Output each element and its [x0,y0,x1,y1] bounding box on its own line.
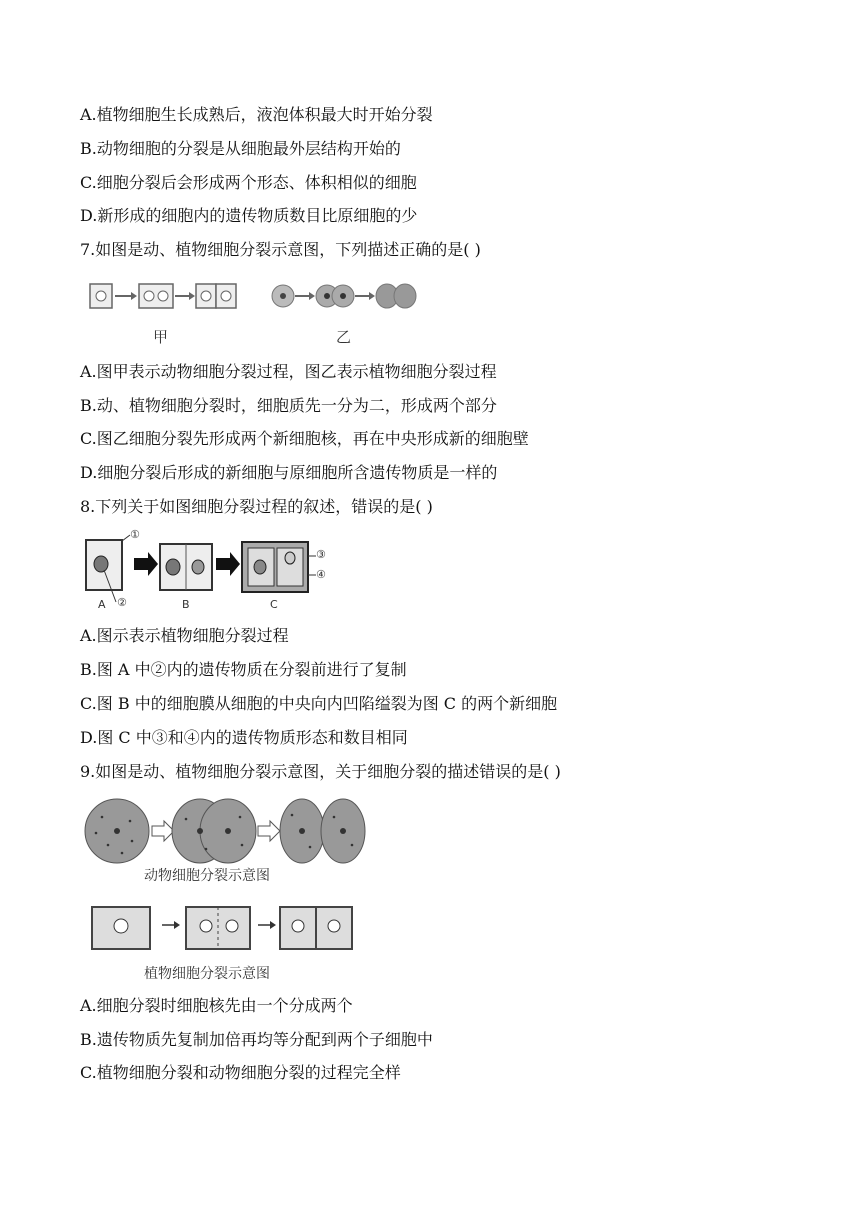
q6-option-b: B.动物细胞的分裂是从细胞最外层结构开始的 [80,139,401,158]
q7-plant-cell-2 [139,284,173,308]
q8-label-1: ① [130,528,140,541]
q7-diagram [85,278,425,318]
q7-plant-cell-3 [196,284,236,308]
q9-arrow-2 [258,821,280,841]
q9-plant-cell-3 [280,907,352,949]
q8-option-b: B.图 A 中②内的遗传物质在分裂前进行了复制 [80,660,407,679]
q9-option-a: A.细胞分裂时细胞核先由一个分成两个 [80,996,353,1015]
q9-animal-cell-3 [280,799,365,863]
q9-caption-plant: 植物细胞分裂示意图 [144,966,270,982]
q7-option-b: B.动、植物细胞分裂时，细胞质先一分为二，形成两个部分 [80,396,497,415]
q7-arrow-1 [115,292,137,300]
q9-arrow-1 [152,821,174,841]
q9-stem: 9.如图是动、植物细胞分裂示意图，关于细胞分裂的描述错误的是( ) [80,762,561,781]
q7-option-c: C.图乙细胞分裂先形成两个新细胞核，再在中央形成新的细胞壁 [80,429,529,448]
q8-label-c: C [270,598,278,611]
q8-option-c: C.图 B 中的细胞膜从细胞的中央向内凹陷缢裂为图 C 的两个新细胞 [80,694,558,713]
q8-stem: 8.下列关于如图细胞分裂过程的叙述，错误的是( ) [80,497,433,516]
q8-cell-c [242,542,316,592]
q8-label-b: B [182,598,190,611]
q7-option-a: A.图甲表示动物细胞分裂过程，图乙表示植物细胞分裂过程 [80,362,497,381]
q7-fig-label-yi: 乙 [336,328,352,346]
q9-arrow-4 [258,921,276,929]
q7-animal-cell-1 [272,285,294,307]
q9-diagram [82,795,372,985]
q6-option-a: A.植物细胞生长成熟后，液泡体积最大时开始分裂 [80,105,433,124]
q7-stem: 7.如图是动、植物细胞分裂示意图，下列描述正确的是( ) [80,240,481,259]
q9-arrow-3 [162,921,180,929]
q8-arrow-2 [216,552,240,576]
q9-option-b: B.遗传物质先复制加倍再均等分配到两个子细胞中 [80,1030,433,1049]
q7-arrow-3 [295,292,315,300]
q6-option-d: D.新形成的细胞内的遗传物质数目比原细胞的少 [80,206,418,225]
q7-animal-cell-2 [316,285,354,307]
q9-plant-cell-2 [186,907,250,949]
q9-plant-cell-1 [92,907,150,949]
q7-plant-cell-1 [90,284,112,308]
q6-option-c: C.细胞分裂后会形成两个形态、体积相似的细胞 [80,173,417,192]
q8-figure [82,530,332,612]
q8-label-4: ④ [316,568,326,581]
q7-option-d: D.细胞分裂后形成的新细胞与原细胞所含遗传物质是一样的 [80,463,498,482]
q8-label-a: A [98,598,106,611]
q8-arrow-1 [134,552,158,576]
q8-cell-b [160,544,212,590]
q7-animal-cell-3 [376,284,416,308]
q7-fig-label-jia: 甲 [153,328,169,346]
q8-cell-a [86,535,130,602]
q8-option-d: D.图 C 中③和④内的遗传物质形态和数目相同 [80,728,408,747]
q9-option-c: C.植物细胞分裂和动物细胞分裂的过程完全样 [80,1063,401,1082]
q9-animal-cell-2 [172,799,256,863]
q7-figure [85,278,425,350]
q8-option-a: A.图示表示植物细胞分裂过程 [80,626,289,645]
q8-label-2: ② [117,596,127,609]
q9-animal-cell-1 [85,799,149,863]
q9-caption-animal: 动物细胞分裂示意图 [144,868,270,884]
q7-arrow-2 [175,292,195,300]
q7-arrow-4 [355,292,375,300]
q9-figure [82,795,372,985]
q8-label-3: ③ [316,548,326,561]
